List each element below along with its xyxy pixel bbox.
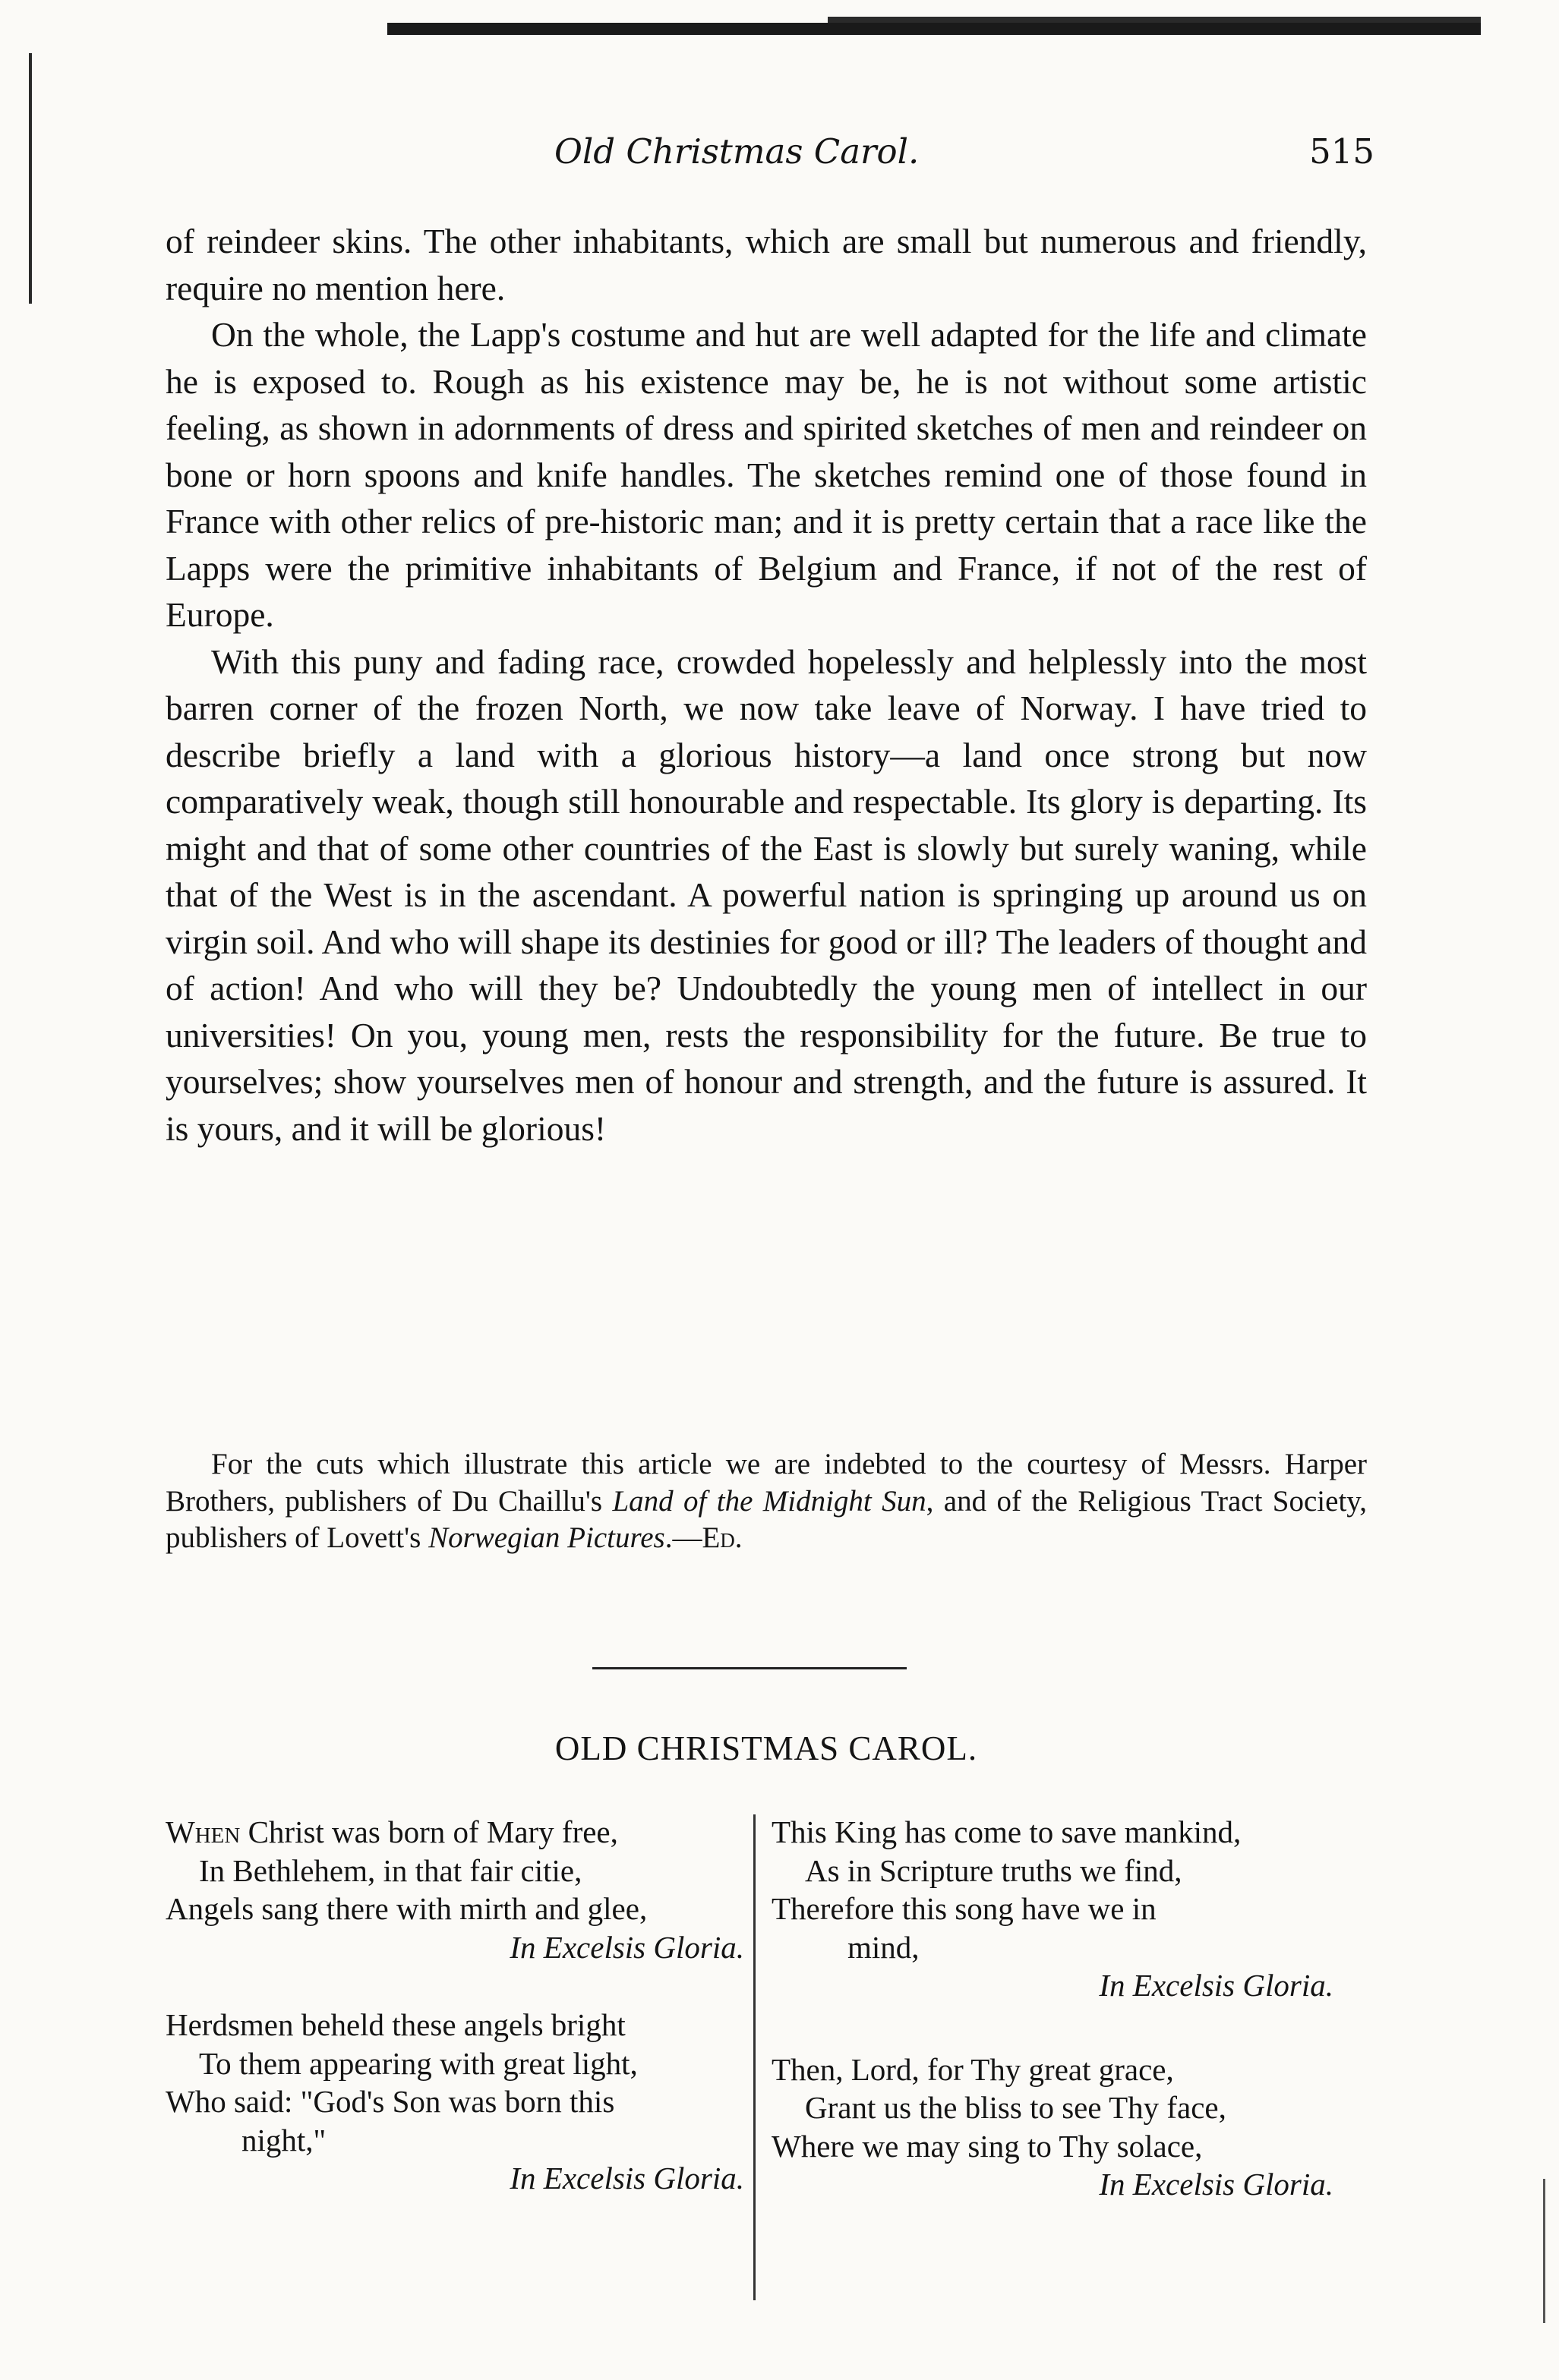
poem-line: mind, — [847, 1929, 920, 1965]
article-body — [166, 218, 1367, 1152]
poem-line: This King has come to save mankind, — [772, 1814, 1242, 1849]
poem-line: As in Scripture truths we find, — [805, 1852, 1182, 1888]
poem-line: Where we may sing to Thy solace, — [772, 2128, 1203, 2164]
poem-refrain: In Excelsis Gloria. — [1099, 2167, 1333, 2202]
poem-line: night," — [241, 2122, 327, 2158]
poem-stanza — [772, 1813, 1356, 2005]
scan-edge-line — [1543, 2179, 1545, 2323]
poem-line — [166, 1813, 750, 1852]
column-divider — [753, 1814, 756, 2300]
poem-refrain: In Excelsis Gloria. — [1099, 1968, 1333, 2003]
poem-refrain: In Excelsis Gloria. — [510, 2161, 744, 2196]
section-divider — [592, 1667, 907, 1669]
page-number: 515 — [1309, 131, 1374, 172]
poem-line: In Bethlehem, in that fair citie, — [199, 1852, 582, 1888]
poem-stanza — [772, 2051, 1356, 2204]
scan-artifact — [387, 23, 1481, 35]
paragraph: of reindeer skins. The other inhabitants, which are small but numerous and friendly, require no mention here. — [166, 222, 1367, 307]
poem-line-text: Christ was born of Mary free, — [240, 1814, 618, 1849]
footnote-text: , and of the Religious Tract Society, publishers of Lovett's — [166, 1484, 1368, 1554]
poem-line: Grant us the bliss to see Thy face, — [805, 2090, 1226, 2125]
running-title: Old Christmas Carol. — [554, 131, 920, 172]
poem-stanza — [166, 2006, 750, 2198]
poem-line: Then, Lord, for Thy great grace, — [772, 2051, 1174, 2087]
footnote-text: For the cuts which illustrate this article we are indebted to the courtesy of Messrs. Harper Brothers, publishers of Du Chaillu's — [166, 1448, 1367, 1518]
poem-line: Herdsmen beheld these angels bright — [166, 2007, 626, 2042]
poem-line: Angels sang there with mirth and glee, — [166, 1891, 648, 1926]
poem-line: To them appearing with great light, — [199, 2045, 638, 2081]
poem-line: Who said: "God's Son was born this — [166, 2084, 615, 2119]
footnote-signature: Ed. — [702, 1521, 743, 1554]
poem-line: Therefore this song have we in — [772, 1891, 1157, 1926]
footnote-book-title: Land of the Midnight Sun — [612, 1484, 926, 1518]
poem-left-column — [166, 1813, 750, 2237]
footnote-text: .— — [664, 1521, 702, 1554]
paragraph: On the whole, the Lapp's costume and hut are well adapted for the life and climate he is exposed to. Rough as his existence may be, he is not without some artistic feeling, as shown in adornments of dress and spirited sketches of men and reindeer on bone or horn spoons and knife handles. The sketches remind one of those found in France with other relics of pre-historic man; and it is pretty certain that a race like the Lapps were the primitive inhabitants of Belgium and France, if not of the rest of Europe. — [166, 315, 1367, 634]
stanza-opening-word: When — [166, 1814, 241, 1849]
poem-title: OLD CHRISTMAS CAROL. — [554, 1729, 978, 1767]
paragraph: With this puny and fading race, crowded hopelessly and helplessly into the most barren corner of the frozen North, we now take leave of Norway. I have tried to describe briefly a land with a glorious history—a land once strong but now comparatively weak, though still honourable and respectable. Its glory is departing. Its might and that of some other countries of the East is slowly but surely waning, while that of the West is in the ascendant. A powerful nation is springing up around us on virgin soil. And who will shape its destinies for good or ill? The leaders of thought and of action! And who will they be? Undoubtedly the young men of intellect in our universities! On you, young men, rests the responsibility for the future. Be true to yourselves; show yourselves men of honour and strength, and the future is assured. It is yours, and it will be glorious! — [166, 641, 1367, 1148]
scan-edge-line — [29, 53, 32, 304]
poem-right-column — [772, 1813, 1356, 2243]
poem-stanza — [166, 1813, 750, 1966]
editor-footnote — [166, 1446, 1367, 1557]
footnote-book-title: Norwegian Pictures — [428, 1521, 665, 1554]
poem-refrain: In Excelsis Gloria. — [510, 1929, 744, 1965]
